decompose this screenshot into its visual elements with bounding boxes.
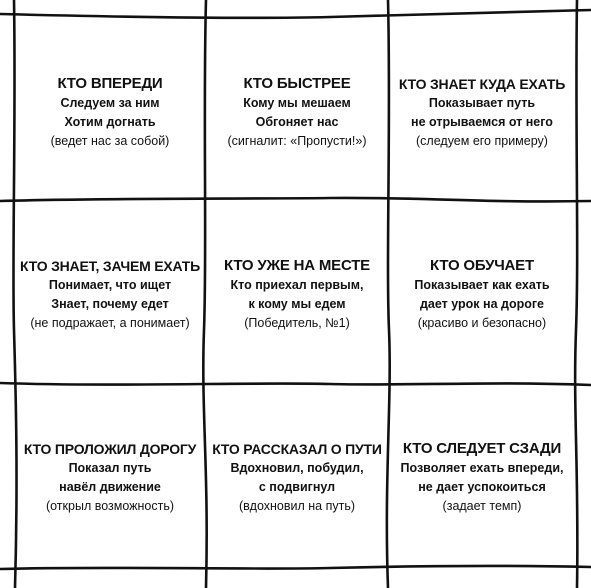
- cell-line: Позволяет ехать впереди,: [400, 460, 564, 475]
- cell-line: не дает успокоиться: [418, 479, 546, 494]
- cell-line: Показал путь: [68, 460, 152, 475]
- cell-note: (сигналит: «Пропусти!»): [227, 134, 367, 148]
- cell-line: Вдохновил, побудил,: [230, 460, 364, 475]
- cell-title: КТО УЖЕ НА МЕСТЕ: [224, 256, 370, 274]
- cell-follows-behind: [388, 383, 576, 569]
- cell-knows-why: [14, 201, 206, 383]
- cell-line: Кто приехал первым,: [230, 277, 364, 292]
- cell-title: КТО СЛЕДУЕТ СЗАДИ: [402, 439, 562, 457]
- cell-note: (следуем его примеру): [416, 134, 548, 148]
- cell-title: КТО РАССКАЗАЛ О ПУТИ: [212, 440, 382, 457]
- cell-paved-road: [14, 383, 206, 569]
- cell-line: Понимает, что ищет: [48, 277, 172, 292]
- cell-note: (задает темп): [442, 498, 522, 513]
- grid-line-top: [0, 10, 591, 18]
- cell-title: КТО БЫСТРЕЕ: [243, 75, 351, 92]
- cell-title: КТО ПРОЛОЖИЛ ДОРОГУ: [23, 440, 197, 457]
- cell-line: Кому мы мешаем: [243, 96, 351, 110]
- cell-line: Показывает путь: [428, 96, 536, 110]
- cell-line: Показывает как ехать: [414, 277, 550, 292]
- cell-note: (красиво и безопасно): [417, 315, 547, 330]
- cell-note: (открыл возможность): [45, 498, 175, 513]
- cell-note: (ведет нас за собой): [50, 134, 170, 148]
- cell-already-there: [206, 201, 388, 383]
- cell-faster: [206, 18, 388, 201]
- cell-title: КТО ЗНАЕТ КУДА ЕХАТЬ: [398, 76, 566, 92]
- cell-line: навёл движение: [59, 479, 161, 494]
- cell-knows-where: [388, 18, 576, 201]
- cell-note: (не подражает, а понимает): [30, 315, 190, 330]
- cell-line: Следуем за ним: [60, 96, 160, 110]
- cell-line: дает урок на дороге: [419, 296, 545, 311]
- cell-line: Хотим догнать: [64, 115, 156, 129]
- cell-line: с подвигнул: [258, 479, 336, 494]
- cell-leader: [14, 18, 206, 201]
- cell-title: КТО ЗНАЕТ, ЗАЧЕМ ЕХАТЬ: [20, 257, 200, 274]
- cell-line: Знает, почему едет: [51, 296, 169, 311]
- cell-line: Обгоняет нас: [255, 115, 339, 129]
- cell-teaches: [388, 201, 576, 383]
- cell-note: (Победитель, №1): [244, 315, 350, 330]
- cell-told-about-path: [206, 383, 388, 569]
- cell-note: (вдохновил на путь): [238, 498, 355, 513]
- cell-line: не отрываемся от него: [411, 115, 553, 129]
- cell-title: КТО ОБУЧАЕТ: [430, 256, 534, 274]
- cell-line: к кому мы едем: [248, 296, 346, 311]
- cell-title: КТО ВПЕРЕДИ: [57, 75, 163, 92]
